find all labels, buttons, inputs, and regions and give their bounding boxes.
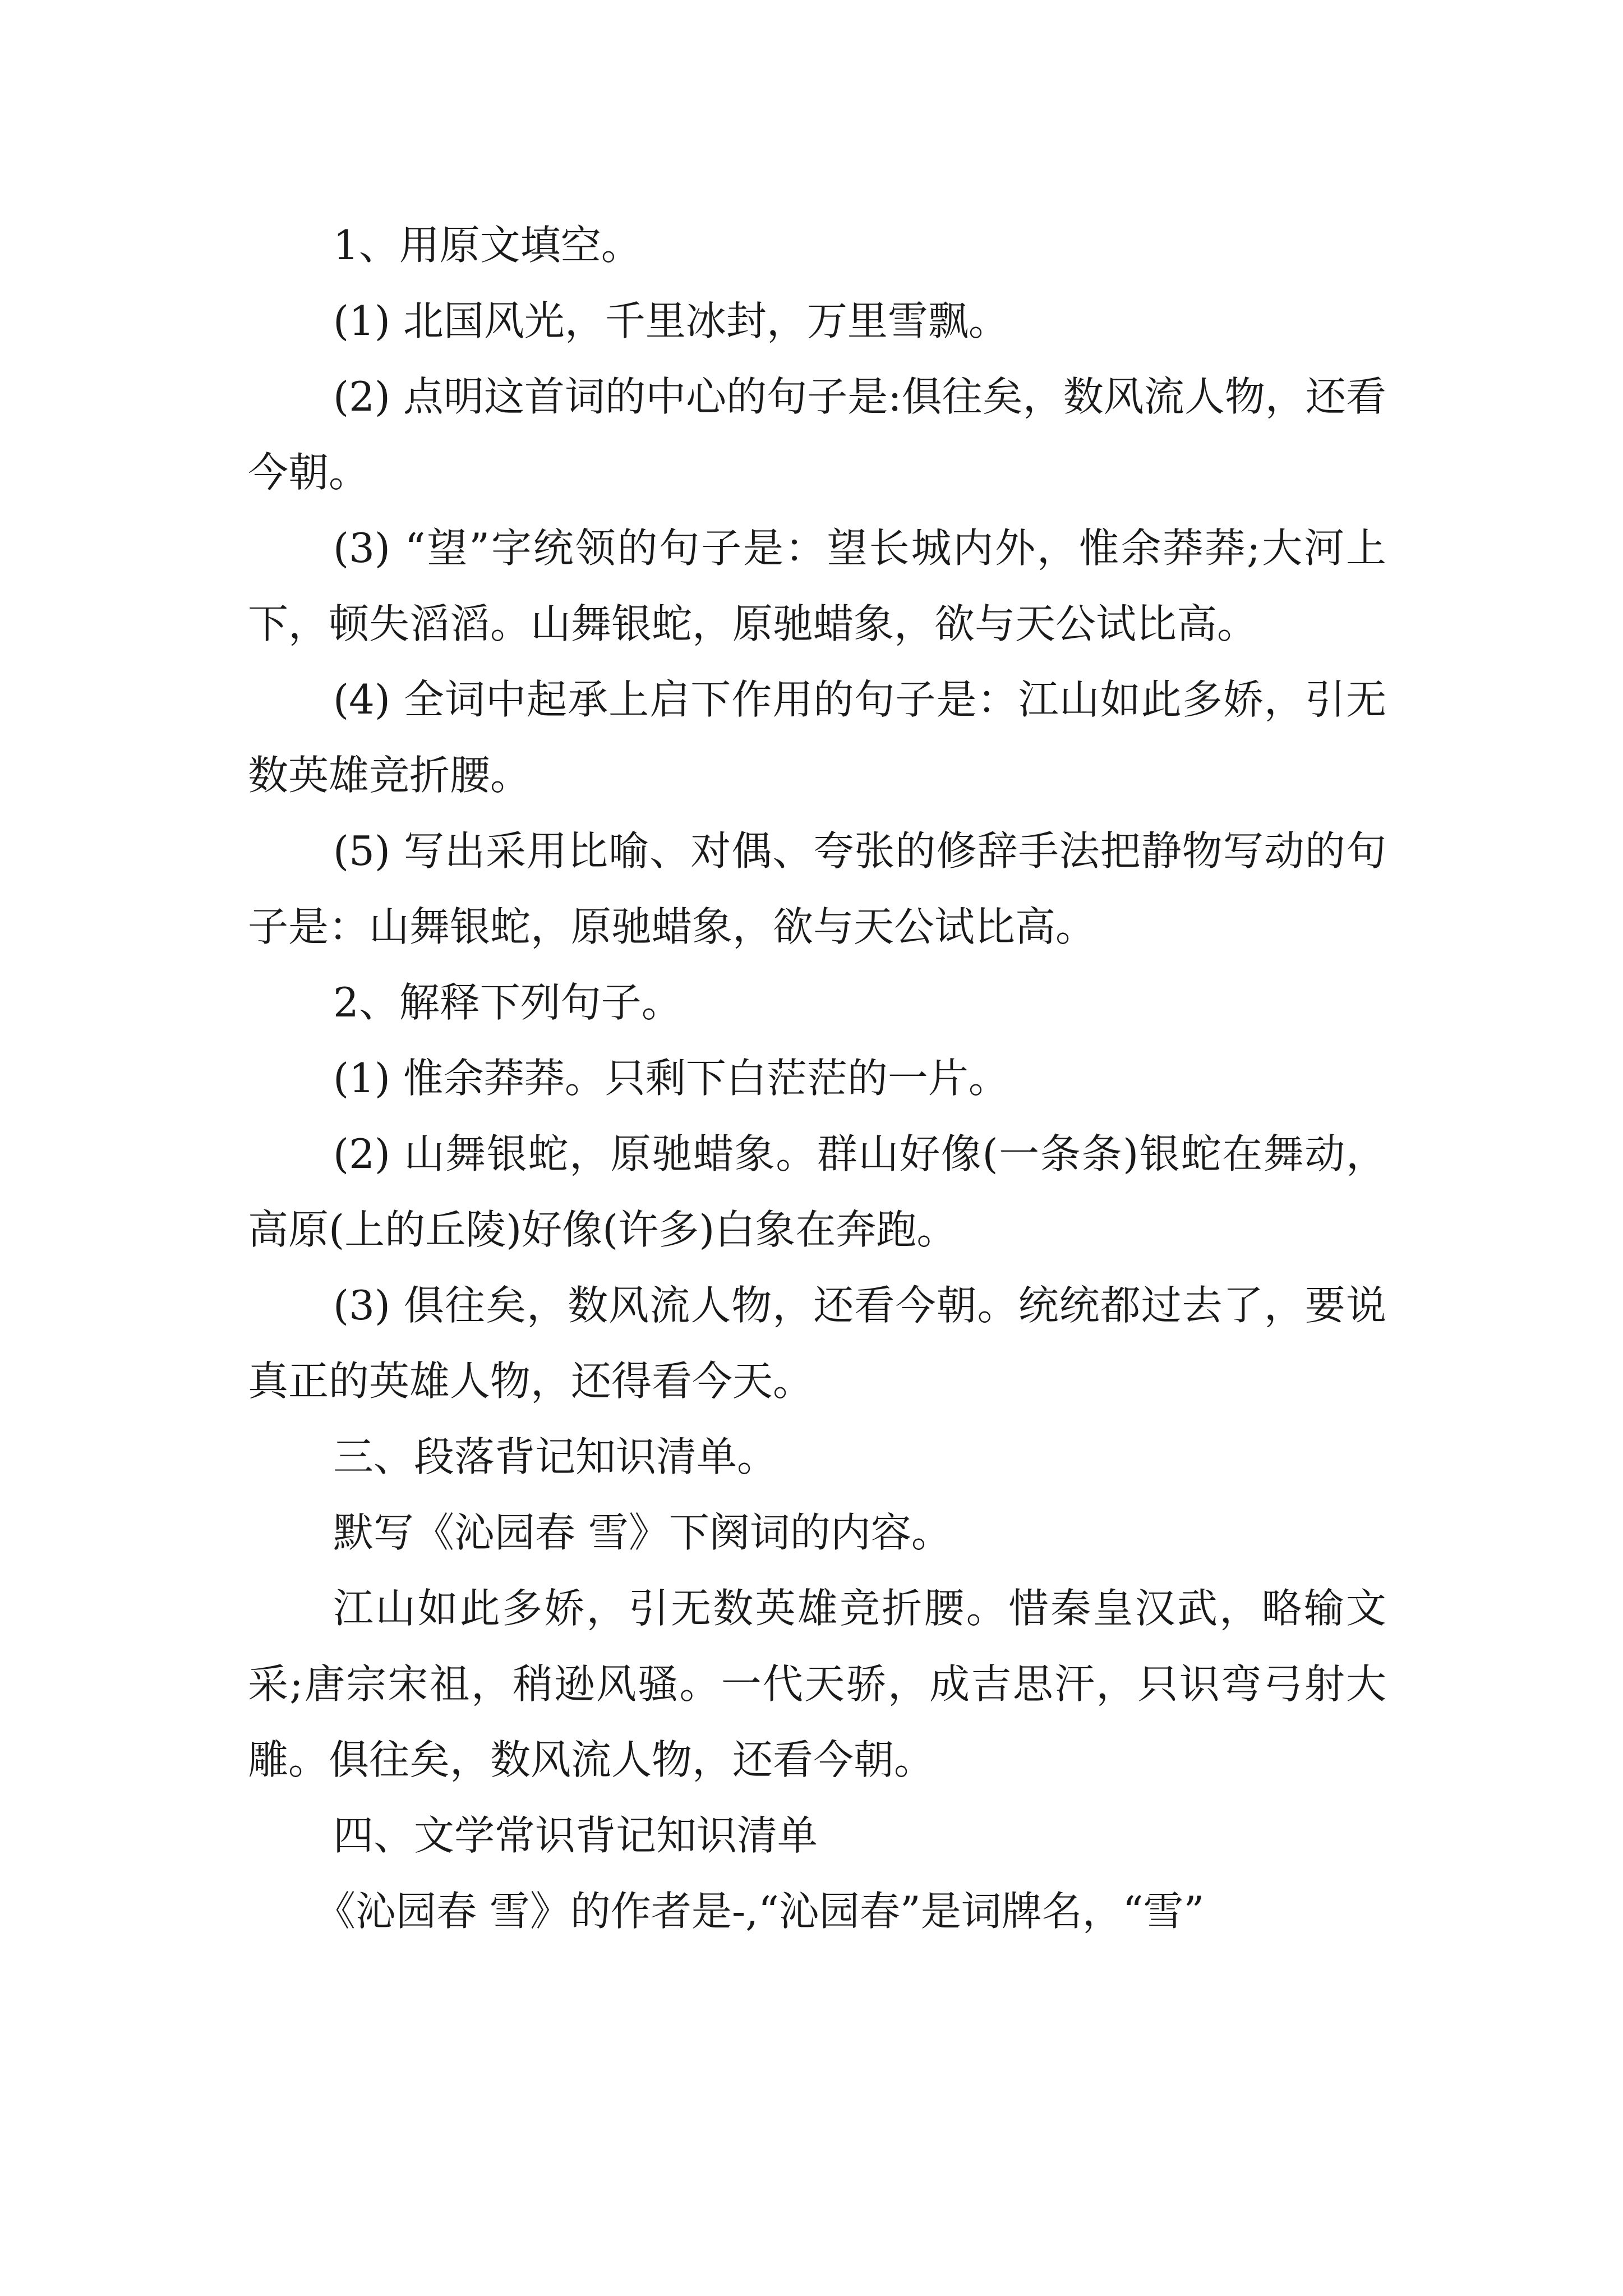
section-heading-recitation: 三、段落背记知识清单。 <box>333 1433 778 1480</box>
answer-item-1: (1) 北国风光，千里冰封，万里雪飘。 <box>333 297 1009 344</box>
answer-item-2: (2) 点明这首词的中心的句子是:俱往矣，数风流人物，还看今朝。 <box>248 373 1386 496</box>
answer-item-3: (3) “望”字统领的句子是：望长城内外，惟余莽莽;大河上下，顿失滔滔。山舞银蛇，原驰蜡象，欲与天公试比高。 <box>248 524 1386 647</box>
section-heading-literature: 四、文学常识背记知识清单 <box>333 1812 818 1859</box>
explain-item-2: (2) 山舞银蛇，原驰蜡象。群山好像(一条条)银蛇在舞动，高原(上的丘陵)好像(许多)白象在奔跑。 <box>248 1130 1386 1253</box>
section-heading-explain: 2、解释下列句子。 <box>333 979 682 1026</box>
explain-item-3: (3) 俱往矣，数风流人物，还看今朝。统统都过去了，要说真正的英雄人物，还得看今天。 <box>248 1282 1386 1405</box>
document-page <box>248 208 1386 1949</box>
recitation-instruction: 默写《沁园春 雪》下阕词的内容。 <box>333 1509 952 1556</box>
recitation-text: 江山如此多娇，引无数英雄竞折腰。惜秦皇汉武，略输文采;唐宗宋祖，稍逊风骚。一代天骄，成吉思汗，只识弯弓射大雕。俱往矣，数风流人物，还看今朝。 <box>248 1585 1386 1783</box>
answer-item-5: (5) 写出采用比喻、对偶、夸张的修辞手法把静物写动的句子是：山舞银蛇，原驰蜡象，欲与天公试比高。 <box>248 827 1386 950</box>
section-heading-fill-blanks: 1、用原文填空。 <box>333 222 642 269</box>
explain-item-1: (1) 惟余莽莽。只剩下白茫茫的一片。 <box>333 1055 1009 1102</box>
answer-item-4: (4) 全词中起承上启下作用的句子是：江山如此多娇，引无数英雄竞折腰。 <box>248 676 1386 799</box>
literature-item: 《沁园春 雪》的作者是-,“沁园春”是词牌名，“雪” <box>315 1888 1205 1935</box>
